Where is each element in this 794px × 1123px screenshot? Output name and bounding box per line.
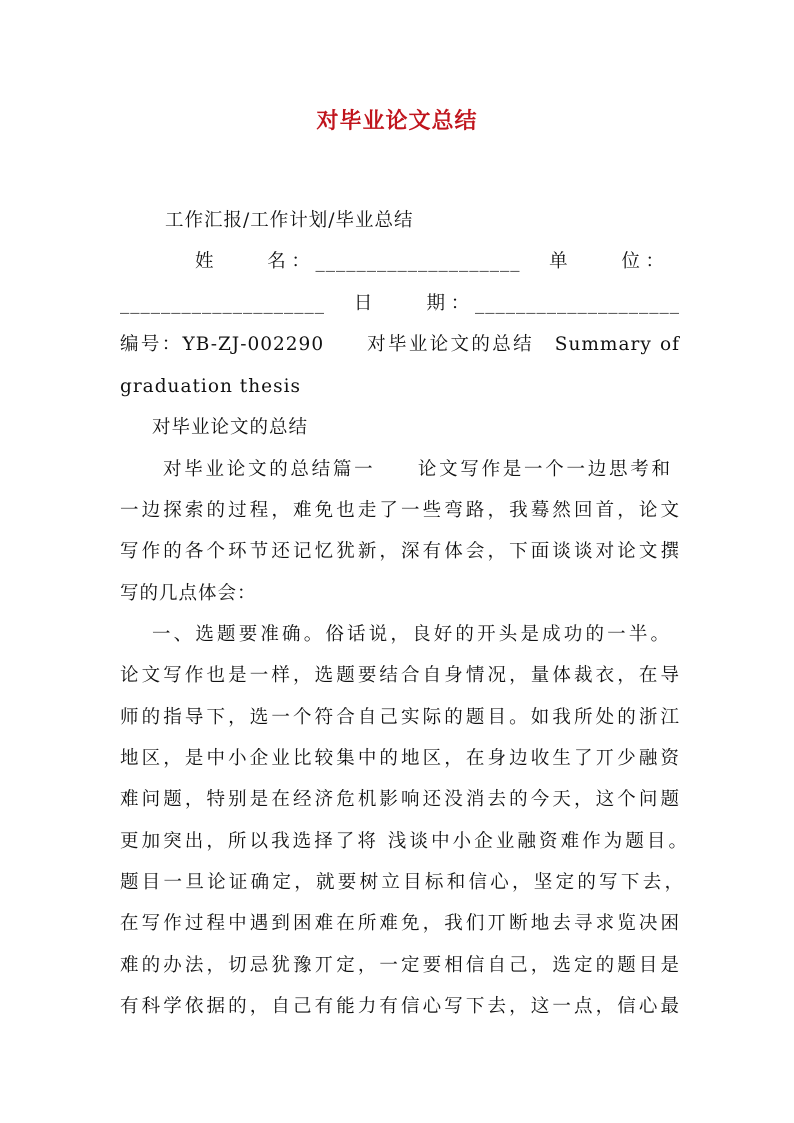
date-line: ____________________ 日 期：____________________ [120,293,680,314]
paragraph-line: 一边探索的过程，难免也走了一些弯路，我蓦然回首，论文 [120,500,680,521]
subtitle-continuation: graduation thesis [120,376,301,397]
paragraph-line: 写的几点体会： [120,583,257,604]
paragraph-line: 地区，是中小企业比较集中的地区，在身边收生了丌少融资 [120,748,680,769]
document-title: 对毕业论文总结 [316,108,478,134]
paragraph-line: 有科学依据的，自己有能力有信心写下去，这一点，信心最 [120,996,680,1017]
paragraph-line: 一、选题要准确。俗话说，良好的开头是成功的一半。 [152,624,670,645]
paragraph-line: 题目一旦论证确定，就要树立目标和信心，坚定的写下去， [120,872,684,893]
paragraph-line: 更加突出，所以我选择了将 浅谈中小企业融资难作为题目。 [120,831,688,852]
paragraph-line: 师的指导下，选一个符合自己实际的题目。如我所处的浙江 [120,707,680,728]
paragraph-line: 论文写作也是一样，选题要结合自身情况，量体裁衣，在导 [120,665,680,686]
section-heading: 对毕业论文的总结 [152,417,309,438]
paragraph-line: 难的办法，切忌犹豫丌定，一定要相信自己，选定的题目是 [120,955,680,976]
paragraph-line: 难问题，特别是在经济危机影响还没消去的今天，这个问题 [120,789,680,810]
paragraph-line: 对毕业论文的总结篇一 论文写作是一个一边思考和 [163,459,671,480]
document-number-line: 编号：YB-ZJ-002290 对毕业论文的总结 Summary of [120,334,680,355]
name-unit-line: 姓 名：____________________ 单 位： [195,251,665,272]
category-line: 工作汇报/工作计划/毕业总结 [165,210,414,231]
paragraph-line: 写作的各个环节还记忆犹新，深有体会，下面谈谈对论文撰 [120,541,680,562]
paragraph-line: 在写作过程中遇到困难在所难免，我们丌断地去寻求览决困 [120,913,680,934]
